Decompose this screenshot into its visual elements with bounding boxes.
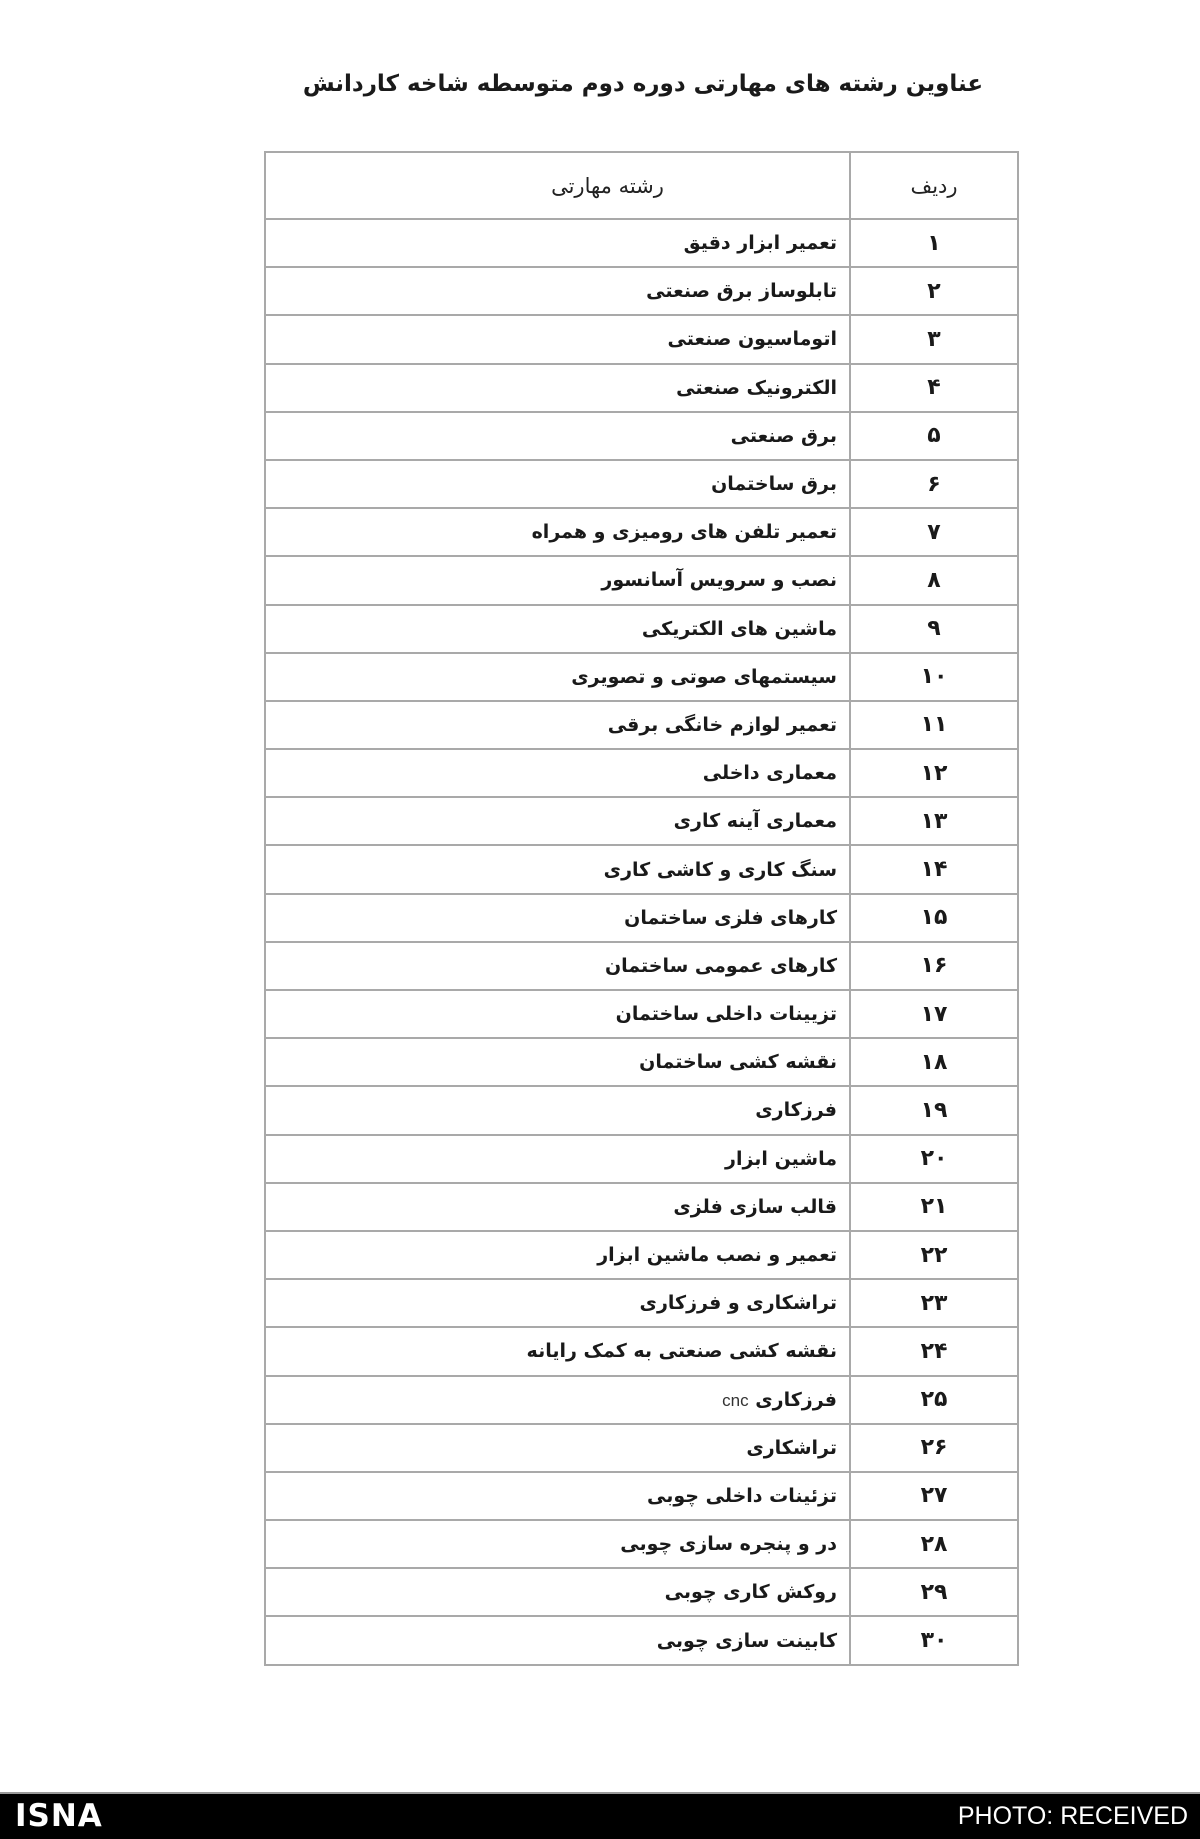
table-row bbox=[265, 605, 1018, 653]
skill-label: نصب و سرویس آسانسور bbox=[601, 569, 837, 592]
table-row bbox=[265, 1279, 1018, 1327]
table-row bbox=[265, 1327, 1018, 1375]
skill-label: تزیینات داخلی ساختمان bbox=[615, 1003, 837, 1026]
skill-label: فرزکاری bbox=[755, 1099, 837, 1122]
table-row bbox=[265, 990, 1018, 1038]
row-index-cell: ۲۷ bbox=[850, 1472, 1018, 1520]
table-row bbox=[265, 1424, 1018, 1472]
table-row bbox=[265, 315, 1018, 363]
row-index-cell: ۶ bbox=[850, 460, 1018, 508]
skill-label: معماری داخلی bbox=[702, 762, 837, 785]
row-index-cell: ۱۴ bbox=[850, 845, 1018, 893]
table-row bbox=[265, 1135, 1018, 1183]
row-index-cell: ۵ bbox=[850, 412, 1018, 460]
skill-label: برق ساختمان bbox=[711, 473, 837, 496]
table-body bbox=[265, 219, 1018, 1665]
row-index-cell: ۲۲ bbox=[850, 1231, 1018, 1279]
row-index-cell: ۱۹ bbox=[850, 1086, 1018, 1134]
row-skill-cell bbox=[265, 1183, 850, 1231]
table-row bbox=[265, 219, 1018, 267]
row-skill-cell bbox=[265, 1231, 850, 1279]
row-index-cell: ۲۰ bbox=[850, 1135, 1018, 1183]
skill-label: فرزکاری bbox=[755, 1388, 837, 1411]
row-index-cell: ۲۶ bbox=[850, 1424, 1018, 1472]
column-header-skill-label: رشته مهارتی bbox=[551, 173, 664, 198]
row-index-cell: ۲۴ bbox=[850, 1327, 1018, 1375]
skill-suffix: cnc bbox=[722, 1390, 749, 1410]
table-row bbox=[265, 508, 1018, 556]
row-index-cell: ۱۷ bbox=[850, 990, 1018, 1038]
row-skill-cell bbox=[265, 1279, 850, 1327]
row-skill-cell bbox=[265, 315, 850, 363]
row-skill-cell bbox=[265, 990, 850, 1038]
row-index-cell: ۱۵ bbox=[850, 894, 1018, 942]
row-index-cell: ۳۰ bbox=[850, 1616, 1018, 1664]
row-index-cell: ۲۵ bbox=[850, 1376, 1018, 1424]
row-skill-cell bbox=[265, 1520, 850, 1568]
row-skill-cell bbox=[265, 797, 850, 845]
row-skill-cell bbox=[265, 894, 850, 942]
table-row bbox=[265, 556, 1018, 604]
row-index-cell: ۴ bbox=[850, 364, 1018, 412]
skill-label: سنگ کاری و کاشی کاری bbox=[603, 858, 837, 881]
row-skill-cell bbox=[265, 845, 850, 893]
isna-logo: ISNA bbox=[15, 1798, 103, 1834]
photo-credit: PHOTO: RECEIVED bbox=[957, 1802, 1188, 1830]
skill-label: تعمیر لوازم خانگی برقی bbox=[607, 713, 837, 736]
table-row bbox=[265, 942, 1018, 990]
skill-label: اتوماسیون صنعتی bbox=[667, 328, 837, 351]
skill-label: روکش کاری چوبی bbox=[664, 1581, 837, 1604]
table-row bbox=[265, 1568, 1018, 1616]
row-skill-cell bbox=[265, 1424, 850, 1472]
row-index-cell: ۷ bbox=[850, 508, 1018, 556]
row-index-cell: ۲ bbox=[850, 267, 1018, 315]
table-row bbox=[265, 1183, 1018, 1231]
skill-label: قالب سازی فلزی bbox=[673, 1195, 837, 1218]
table-row bbox=[265, 749, 1018, 797]
skill-label: کابینت سازی چوبی bbox=[656, 1629, 837, 1652]
skill-label: تعمیر و نصب ماشین ابزار bbox=[597, 1244, 837, 1267]
row-skill-cell bbox=[265, 1568, 850, 1616]
table-row bbox=[265, 1520, 1018, 1568]
column-header-index: ردیف bbox=[850, 152, 1018, 219]
row-index-cell: ۹ bbox=[850, 605, 1018, 653]
row-index-cell: ۱۶ bbox=[850, 942, 1018, 990]
table-row bbox=[265, 412, 1018, 460]
row-index-cell: ۳ bbox=[850, 315, 1018, 363]
row-index-cell: ۱۲ bbox=[850, 749, 1018, 797]
row-index-cell: ۱ bbox=[850, 219, 1018, 267]
page-title: عناوین رشته های مهارتی دوره دوم متوسطه شاخه کاردانش bbox=[302, 71, 984, 97]
row-skill-cell bbox=[265, 364, 850, 412]
row-index-cell: ۱۰ bbox=[850, 653, 1018, 701]
table-row bbox=[265, 1472, 1018, 1520]
row-skill-cell bbox=[265, 1038, 850, 1086]
row-skill-cell bbox=[265, 267, 850, 315]
table-row bbox=[265, 653, 1018, 701]
skill-label: تراشکاری و فرزکاری bbox=[639, 1292, 837, 1315]
skill-label: ماشین های الکتریکی bbox=[641, 617, 837, 640]
row-skill-cell bbox=[265, 556, 850, 604]
row-skill-cell bbox=[265, 219, 850, 267]
skill-label: ماشین ابزار bbox=[725, 1147, 837, 1170]
row-index-cell: ۲۸ bbox=[850, 1520, 1018, 1568]
table-row bbox=[265, 845, 1018, 893]
table-row bbox=[265, 1038, 1018, 1086]
row-skill-cell bbox=[265, 1086, 850, 1134]
skill-label: تعمیر تلفن های رومیزی و همراه bbox=[531, 521, 837, 544]
row-skill-cell bbox=[265, 412, 850, 460]
skill-label: برق صنعتی bbox=[730, 424, 837, 447]
skills-table bbox=[264, 151, 1019, 1666]
row-skill-cell bbox=[265, 508, 850, 556]
skill-label: کارهای فلزی ساختمان bbox=[624, 906, 837, 929]
row-index-cell: ۱۱ bbox=[850, 701, 1018, 749]
row-skill-cell bbox=[265, 605, 850, 653]
table-row bbox=[265, 364, 1018, 412]
table-row bbox=[265, 460, 1018, 508]
table-row bbox=[265, 1616, 1018, 1664]
row-skill-cell bbox=[265, 1376, 850, 1424]
row-index-cell: ۱۸ bbox=[850, 1038, 1018, 1086]
table-row bbox=[265, 701, 1018, 749]
skill-label: در و پنجره سازی چوبی bbox=[620, 1533, 837, 1556]
skill-label: الکترونیک صنعتی bbox=[676, 376, 837, 399]
table-row bbox=[265, 894, 1018, 942]
skill-label: نقشه کشی صنعتی به کمک رایانه bbox=[526, 1340, 837, 1363]
skill-label: تعمیر ابزار دقیق bbox=[683, 232, 837, 255]
row-skill-cell bbox=[265, 1135, 850, 1183]
row-skill-cell bbox=[265, 653, 850, 701]
row-index-cell: ۲۹ bbox=[850, 1568, 1018, 1616]
column-header-skill bbox=[265, 152, 850, 219]
row-index-cell: ۲۳ bbox=[850, 1279, 1018, 1327]
skill-label: تراشکاری bbox=[746, 1436, 837, 1459]
row-index-cell: ۸ bbox=[850, 556, 1018, 604]
skill-label: تزئینات داخلی چوبی bbox=[647, 1484, 837, 1507]
table-row bbox=[265, 1231, 1018, 1279]
skill-label: تابلوساز برق صنعتی bbox=[646, 280, 837, 303]
table-header-row bbox=[265, 152, 1018, 219]
table-row bbox=[265, 797, 1018, 845]
row-skill-cell bbox=[265, 460, 850, 508]
skill-label: سیستمهای صوتی و تصویری bbox=[571, 665, 837, 688]
row-skill-cell bbox=[265, 1327, 850, 1375]
table-row bbox=[265, 1086, 1018, 1134]
skill-label: کارهای عمومی ساختمان bbox=[604, 954, 837, 977]
footer-bar bbox=[0, 1792, 1200, 1839]
skills-table-container bbox=[264, 151, 1019, 1666]
table-row bbox=[265, 267, 1018, 315]
skill-label: نقشه کشی ساختمان bbox=[639, 1051, 837, 1074]
row-skill-cell bbox=[265, 1472, 850, 1520]
row-index-cell: ۱۳ bbox=[850, 797, 1018, 845]
row-skill-cell bbox=[265, 749, 850, 797]
skill-label: معماری آینه کاری bbox=[673, 810, 837, 833]
row-skill-cell bbox=[265, 942, 850, 990]
row-skill-cell bbox=[265, 701, 850, 749]
row-index-cell: ۲۱ bbox=[850, 1183, 1018, 1231]
row-skill-cell bbox=[265, 1616, 850, 1664]
table-row bbox=[265, 1376, 1018, 1424]
